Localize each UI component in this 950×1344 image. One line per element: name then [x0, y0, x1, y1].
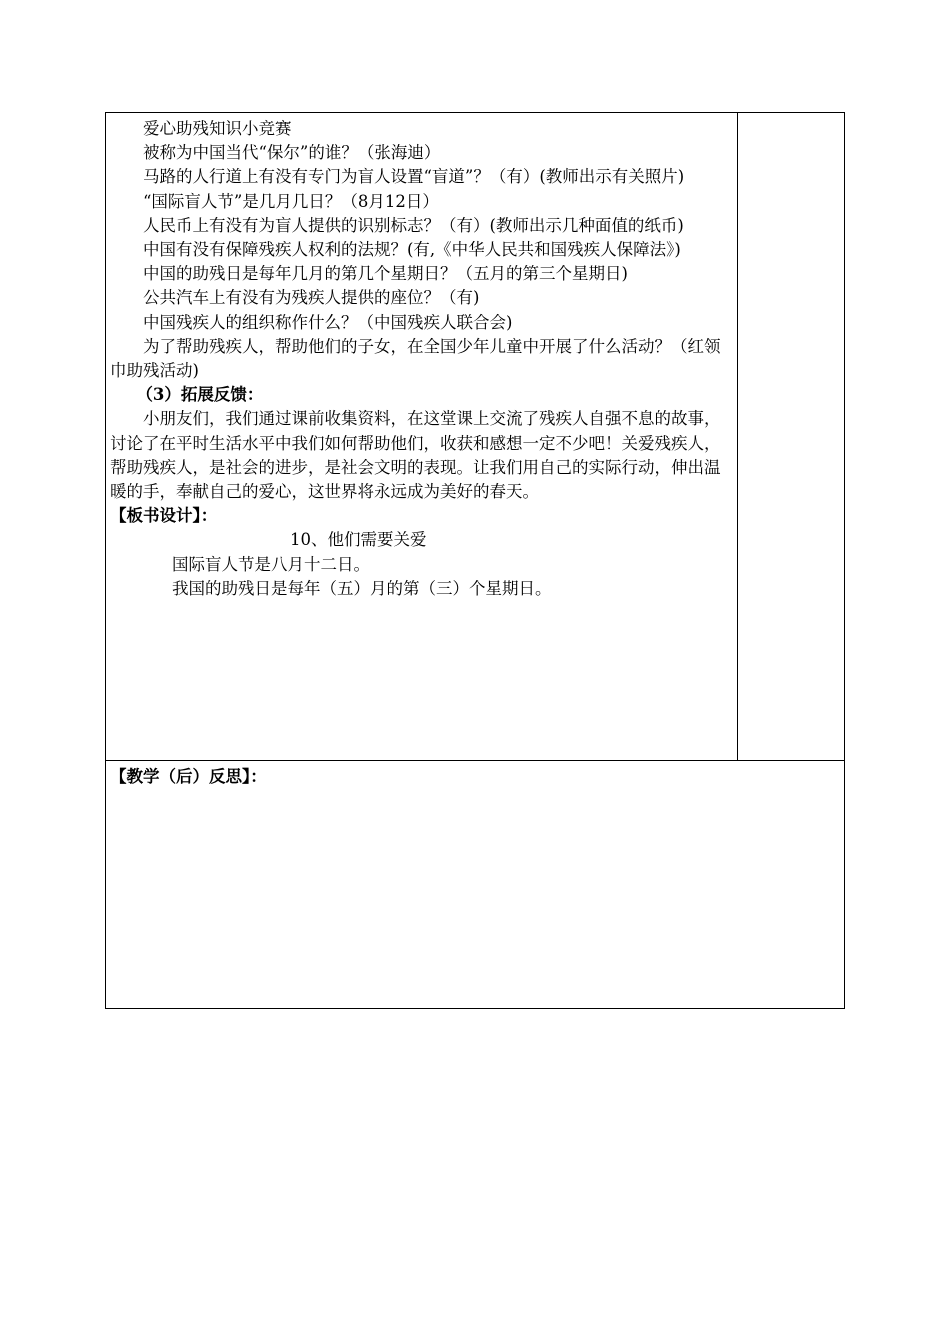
quiz-question-5: 中国有没有保障残疾人权利的法规？(有,《中华人民共和国残疾人保障法》): [143, 240, 681, 260]
feedback-heading: （3）拓展反馈：: [136, 385, 264, 405]
reflection-heading: 【教学（后）反思】：: [110, 767, 267, 786]
feedback-text: 小朋友们，我们通过课前收集资料，在这堂课上交流了残疾人自强不息的故事，讨论了在平时生活水平中我们如何帮助他们，收获和感想一定不少吧！关爱残疾人，帮助残疾人，是社会的进步，是社会文明的表现。让我们用自己的实际行动，伸出温暖的手，奉献自己的爱心，这世界将永远成为美好的春天。: [110, 409, 721, 502]
board-line-2: 我国的助残日是每年（五）月的第（三）个星期日。: [172, 578, 552, 598]
quiz-question-1: 被称为中国当代“保尔”的谁？（张海迪）: [143, 143, 441, 163]
column-divider: [737, 113, 738, 760]
quiz-question-9: 为了帮助残疾人，帮助他们的子女，在全国少年儿童中开展了什么活动？（红领巾助残活动): [110, 336, 721, 381]
board-title: 10、他们需要关爱: [290, 530, 427, 550]
board-design-heading: 【板书设计】：: [110, 506, 218, 526]
board-line-1: 国际盲人节是八月十二日。: [172, 554, 370, 574]
quiz-title: 爱心助残知识小竞赛: [143, 119, 292, 138]
quiz-question-8: 中国残疾人的组织称作什么？（中国残疾人联合会): [143, 312, 513, 332]
row-divider: [106, 760, 844, 761]
lesson-content-cell: [110, 117, 734, 601]
quiz-question-4: 人民币上有没有为盲人提供的识别标志？（有）(教师出示几种面值的纸币): [143, 215, 684, 235]
quiz-question-3: “国际盲人节”是几月几日？（8月12日）: [143, 191, 439, 211]
lesson-table: [105, 112, 845, 1009]
quiz-question-6: 中国的助残日是每年几月的第几个星期日？（五月的第三个星期日): [143, 264, 628, 284]
quiz-question-7: 公共汽车上有没有为残疾人提供的座位？（有): [143, 288, 480, 308]
quiz-question-2: 马路的人行道上有没有专门为盲人设置“盲道”？（有）(教师出示有关照片): [143, 167, 685, 187]
